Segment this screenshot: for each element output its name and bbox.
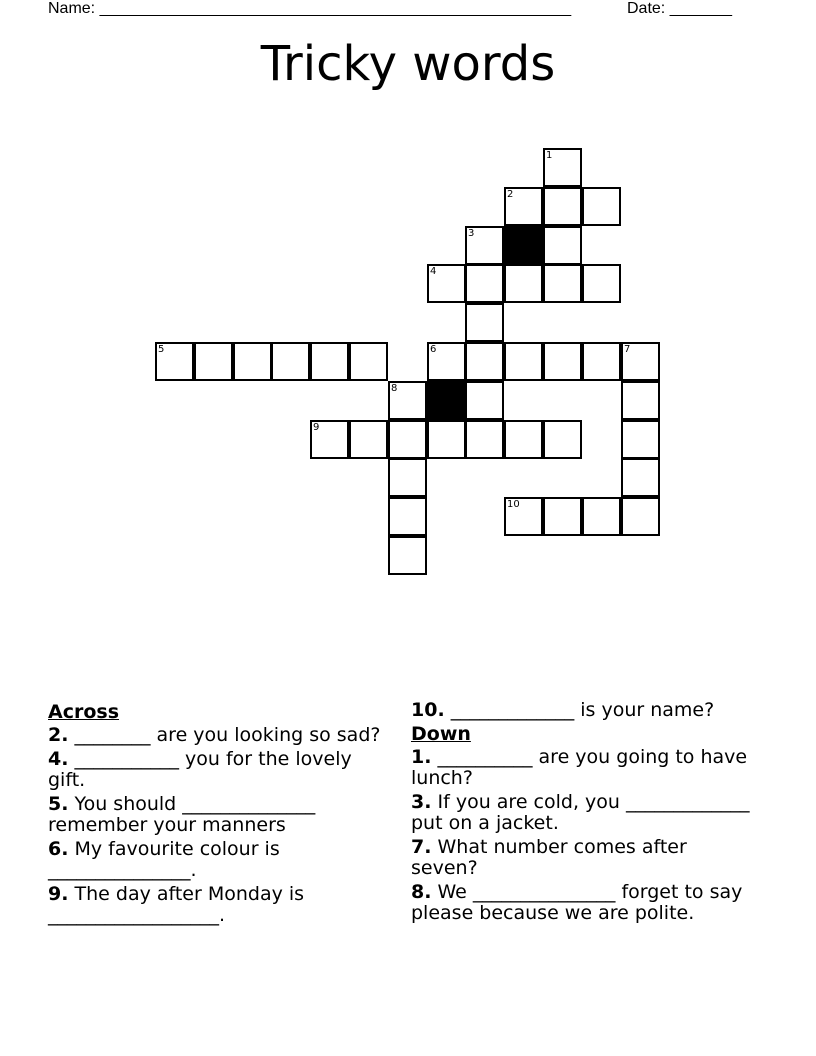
clue-number: 3. [411, 791, 432, 813]
across-heading: Across [48, 701, 120, 723]
clue-number-label: 2 [507, 189, 514, 200]
crossword-cell[interactable] [621, 497, 660, 536]
clue-across-4 [48, 749, 393, 791]
crossword-cell[interactable] [543, 497, 582, 536]
crossword-cell[interactable] [388, 381, 427, 420]
crossword-cell[interactable] [504, 187, 543, 226]
blocked-cell [427, 381, 466, 420]
clue-number: 1. [411, 746, 432, 768]
crossword-cell[interactable] [310, 420, 349, 459]
crossword-cell[interactable] [582, 497, 621, 536]
crossword-cell[interactable] [504, 420, 543, 459]
clue-number: 6. [48, 838, 69, 860]
crossword-cell[interactable] [621, 458, 660, 497]
date-field-label: Date: _______ [627, 0, 732, 17]
crossword-cell[interactable] [349, 420, 388, 459]
clue-number: 4. [48, 748, 69, 770]
blocked-cell [504, 226, 543, 265]
crossword-cell[interactable] [465, 264, 504, 303]
clue-down-3 [411, 792, 756, 834]
clue-number-label: 10 [507, 499, 520, 510]
clue-number-label: 4 [430, 266, 437, 277]
clue-down-1 [411, 747, 756, 789]
crossword-cell[interactable] [504, 342, 543, 381]
crossword-cell[interactable] [504, 497, 543, 536]
crossword-cell[interactable] [621, 342, 660, 381]
crossword-cell[interactable] [543, 187, 582, 226]
crossword-cell[interactable] [271, 342, 310, 381]
crossword-cell[interactable] [465, 420, 504, 459]
clue-text: ___________ you for the lovely gift. [48, 748, 352, 791]
clue-text: If you are cold, you _____________ put on a jacket. [411, 791, 750, 834]
clues-column-right [411, 700, 756, 927]
crossword-cell[interactable] [465, 303, 504, 342]
clue-number: 5. [48, 793, 69, 815]
clue-number-label: 7 [624, 344, 631, 355]
clue-number: 10. [411, 699, 445, 721]
crossword-cell[interactable] [310, 342, 349, 381]
clue-down-7 [411, 837, 756, 879]
clues-column-left [48, 700, 393, 929]
crossword-cell[interactable] [543, 264, 582, 303]
clue-number-label: 6 [430, 344, 437, 355]
clue-text: The day after Monday is __________________. [48, 883, 305, 926]
crossword-cell[interactable] [543, 148, 582, 187]
clue-across-5 [48, 794, 393, 836]
crossword-cell[interactable] [465, 342, 504, 381]
clue-number-label: 5 [158, 344, 165, 355]
crossword-cell[interactable] [543, 420, 582, 459]
clue-number: 2. [48, 724, 69, 746]
clue-across-2 [48, 725, 393, 746]
clue-text: You should ______________ remember your manners [48, 793, 316, 836]
clue-number-label: 3 [468, 228, 475, 239]
crossword-cell[interactable] [427, 420, 466, 459]
name-field-label: Name: _____________________________________________________ [48, 0, 572, 17]
clue-across-10 [411, 700, 756, 721]
clue-number-label: 1 [546, 150, 553, 161]
crossword-cell[interactable] [349, 342, 388, 381]
crossword-cell[interactable] [194, 342, 233, 381]
crossword-cell[interactable] [465, 381, 504, 420]
page-title: Tricky words [260, 36, 556, 92]
crossword-cell[interactable] [233, 342, 272, 381]
clue-number-label: 8 [391, 383, 398, 394]
clue-number: 9. [48, 883, 69, 905]
clue-text: My favourite colour is _______________. [48, 838, 280, 881]
clue-number: 8. [411, 881, 432, 903]
clue-text: What number comes after seven? [411, 836, 687, 879]
crossword-cell[interactable] [427, 342, 466, 381]
crossword-cell[interactable] [621, 381, 660, 420]
crossword-cell[interactable] [504, 264, 543, 303]
crossword-cell[interactable] [465, 226, 504, 265]
crossword-cell[interactable] [427, 264, 466, 303]
crossword-cell[interactable] [388, 420, 427, 459]
clue-text: _____________ is your name? [450, 699, 715, 721]
crossword-cell[interactable] [155, 342, 194, 381]
clue-text: We _______________ forget to say please because we are polite. [411, 881, 743, 924]
clue-across-9 [48, 884, 393, 926]
crossword-cell[interactable] [621, 420, 660, 459]
clue-across-6 [48, 839, 393, 881]
crossword-cell[interactable] [543, 342, 582, 381]
clue-text: __________ are you going to have lunch? [411, 746, 748, 789]
crossword-cell[interactable] [388, 536, 427, 575]
clue-number-label: 9 [313, 422, 320, 433]
crossword-cell[interactable] [582, 264, 621, 303]
clue-down-8 [411, 882, 756, 924]
crossword-cell[interactable] [388, 497, 427, 536]
clue-text: ________ are you looking so sad? [74, 724, 381, 746]
clue-number: 7. [411, 836, 432, 858]
crossword-cell[interactable] [582, 187, 621, 226]
down-heading: Down [411, 723, 471, 745]
crossword-cell[interactable] [543, 226, 582, 265]
crossword-cell[interactable] [582, 342, 621, 381]
crossword-cell[interactable] [388, 458, 427, 497]
